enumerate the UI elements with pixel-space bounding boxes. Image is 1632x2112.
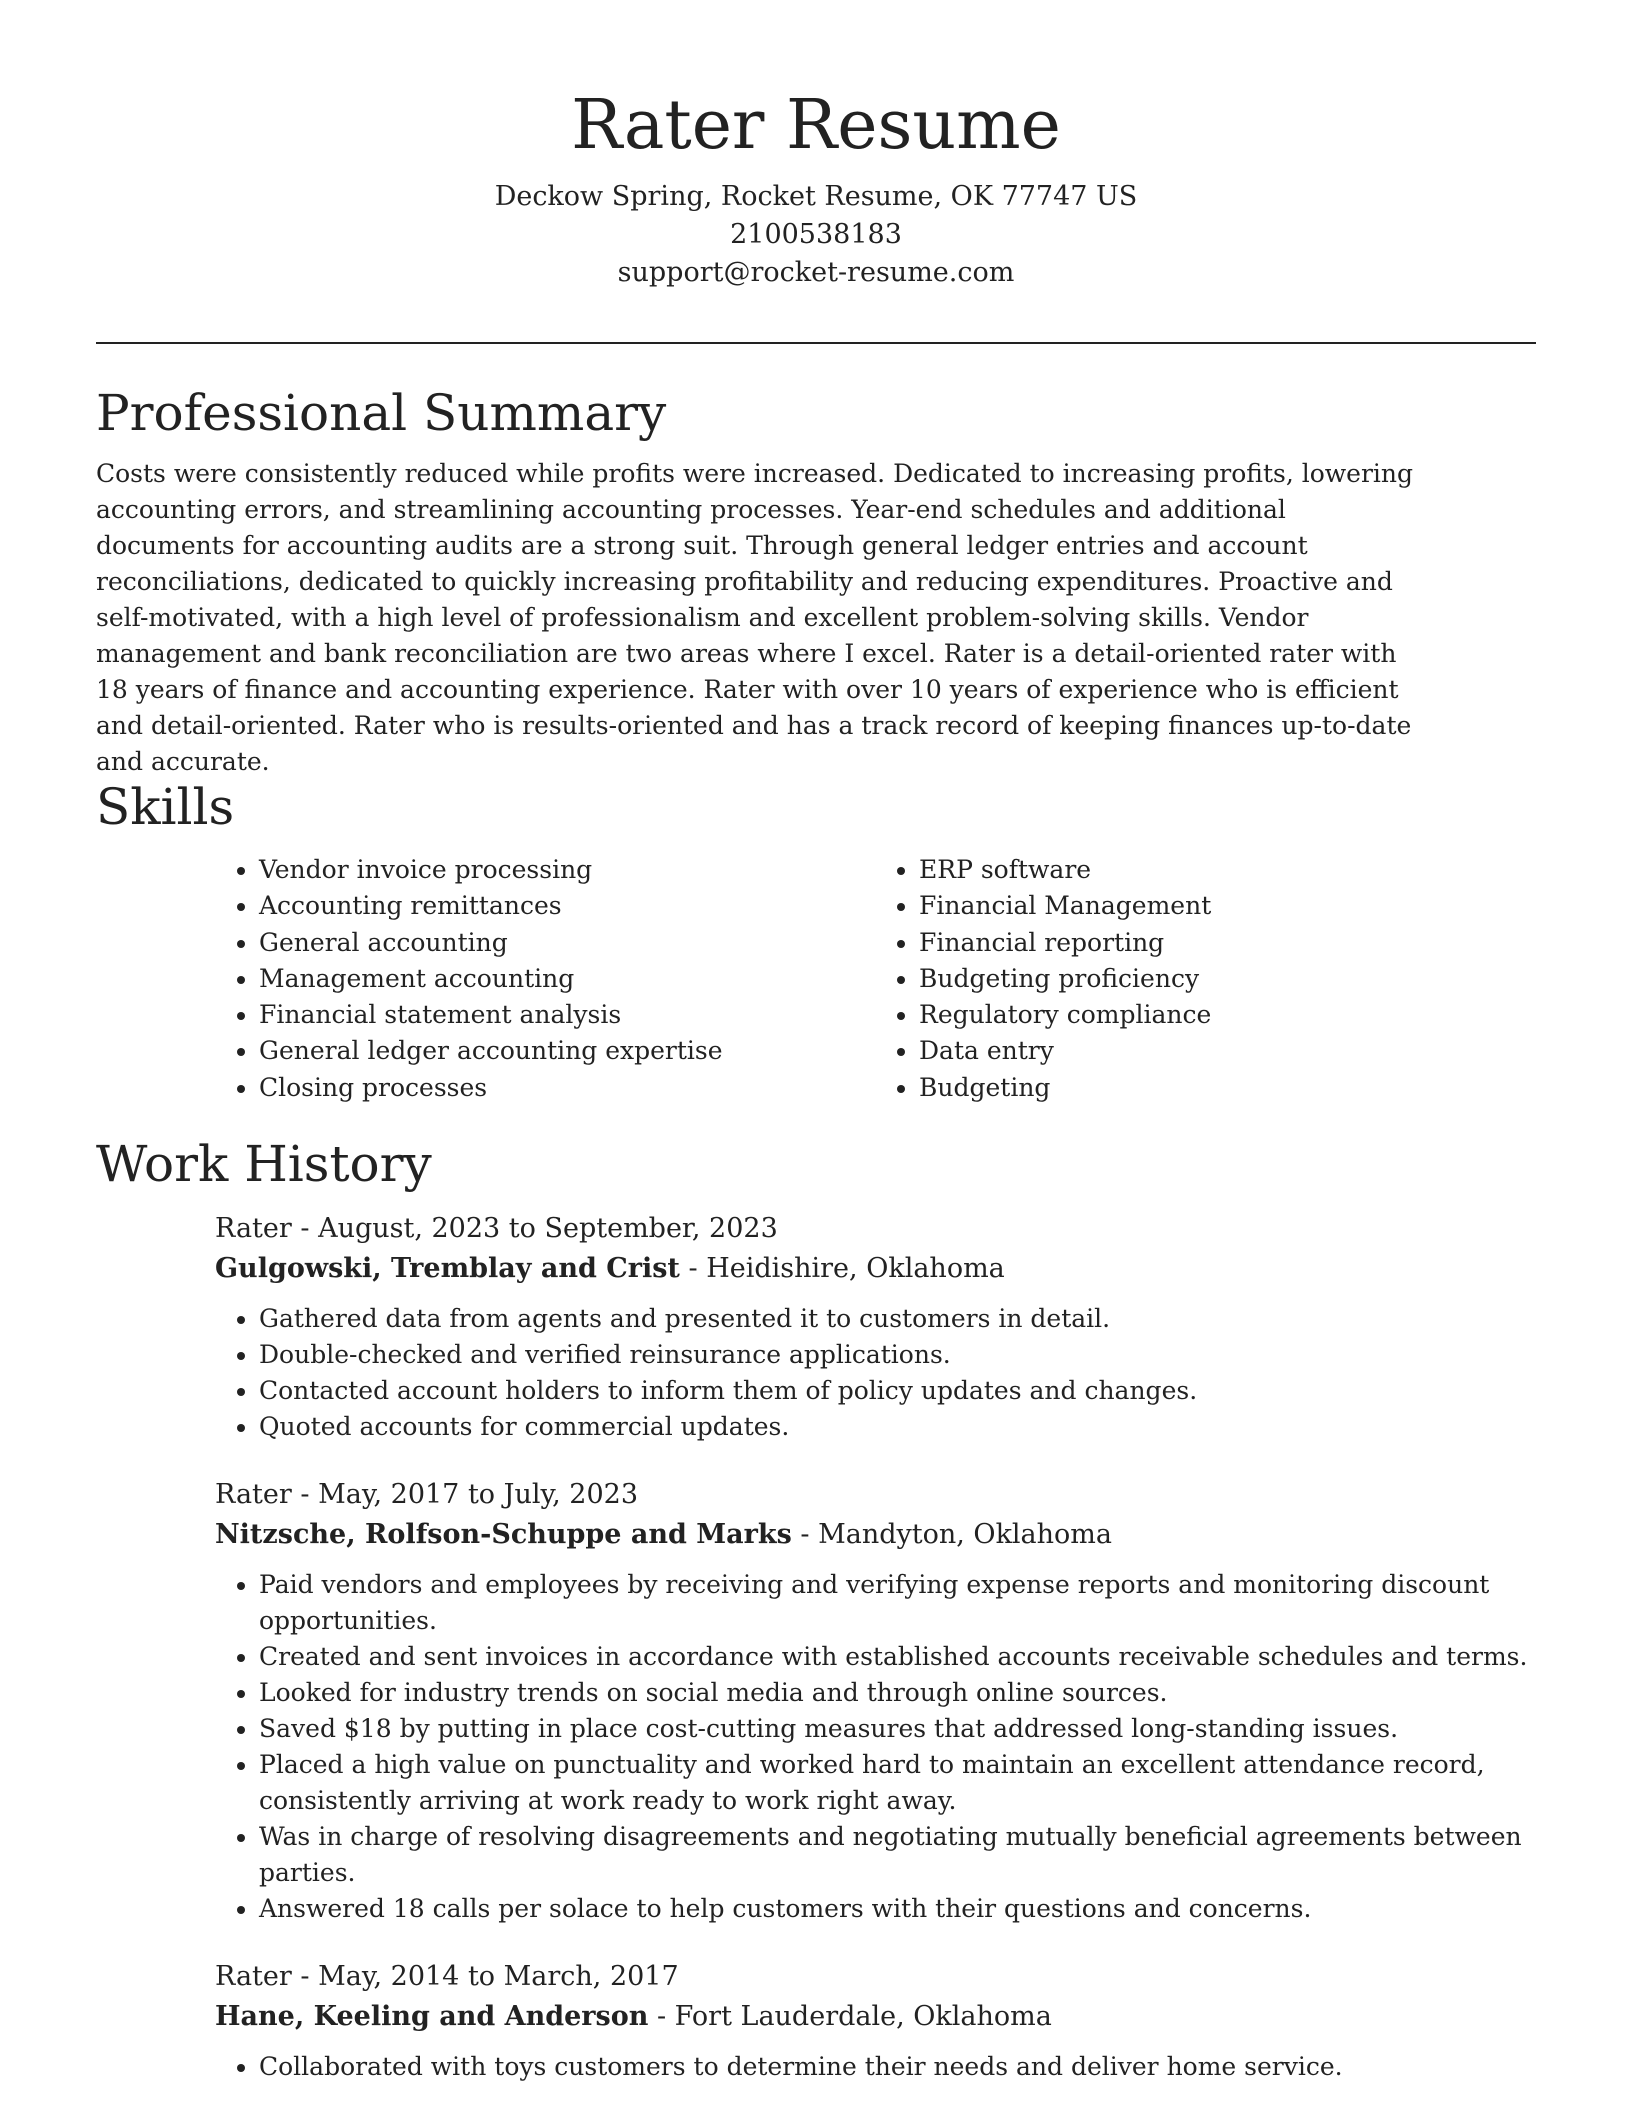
skill-item: • Accounting remittances xyxy=(259,888,875,924)
job-company: Nitzsche, Rolfson-Schuppe and Marks xyxy=(215,1519,792,1550)
skills-heading: Skills xyxy=(96,778,235,836)
skill-item: • Management accounting xyxy=(259,961,875,997)
skill-item: • General ledger accounting expertise xyxy=(259,1033,875,1069)
job-duty: • Was in charge of resolving disagreements and negotiating mutually beneficial agreements between parties. xyxy=(259,1819,1535,1891)
skill-item: • Budgeting xyxy=(919,1070,1535,1106)
header-divider xyxy=(96,342,1536,344)
job-title-line: Rater - May, 2014 to March, 2017 xyxy=(215,1961,679,1992)
skill-item: • General accounting xyxy=(259,925,875,961)
job-location: - Mandyton, Oklahoma xyxy=(791,1519,1113,1550)
resume-header xyxy=(0,82,1632,292)
skill-item: • Financial reporting xyxy=(919,925,1535,961)
job-entry xyxy=(215,1957,1535,2085)
summary-heading: Professional Summary xyxy=(96,384,667,442)
skill-item: • Regulatory compliance xyxy=(919,997,1535,1033)
summary-section xyxy=(96,380,1536,780)
job-duty: • Gathered data from agents and presented it to customers in detail. xyxy=(259,1301,1535,1337)
contact-phone: 2100538183 xyxy=(730,219,902,250)
job-duty: • Contacted account holders to inform them of policy updates and changes. xyxy=(259,1373,1535,1409)
skill-item: • ERP software xyxy=(919,852,1535,888)
job-duty: • Collaborated with toys customers to determine their needs and deliver home service. xyxy=(259,2049,1535,2085)
summary-text: Costs were consistently reduced while profits were increased. Dedicated to increasing profits, lowering accounting errors, and streamlining accounting processes. Year-end schedules and additional documents for accounting audits are a strong suit. Through general ledger entries and account reconciliations, dedicated to quickly increasing profitability and reducing expenditures. Proactive and self-motivated, with a high level of professionalism and excellent problem-solving skills. Vendor management and bank reconciliation are two areas where I excel. Rater is a detail-oriented rater with 18 years of finance and accounting experience. Rater with over 10 years of experience who is efficient and detail-oriented. Rater who is results-oriented and has a track record of keeping finances up-to-date and accurate. xyxy=(96,459,1414,776)
skill-item: • Vendor invoice processing xyxy=(259,852,875,888)
job-company-line xyxy=(215,1249,1535,1289)
skills-list-right xyxy=(875,852,1535,1106)
job-duties xyxy=(215,1567,1535,1927)
job-duties xyxy=(215,1301,1535,1445)
skill-item: • Data entry xyxy=(919,1033,1535,1069)
job-entry xyxy=(215,1475,1535,1927)
job-duty: • Answered 18 calls per solace to help customers with their questions and concerns. xyxy=(259,1891,1535,1927)
skill-item: • Financial statement analysis xyxy=(259,997,875,1033)
skills-section xyxy=(96,774,1536,1106)
job-duty: • Placed a high value on punctuality and worked hard to maintain an excellent attendance record, consistently arriving at work ready to work right away. xyxy=(259,1747,1535,1819)
job-title-line: Rater - May, 2017 to July, 2023 xyxy=(215,1479,639,1510)
contact-email: support@rocket-resume.com xyxy=(617,257,1015,288)
work-history-heading: Work History xyxy=(96,1135,432,1193)
job-company: Hane, Keeling and Anderson xyxy=(215,2001,649,2032)
job-duty: • Quoted accounts for commercial updates. xyxy=(259,1409,1535,1445)
contact-address: Deckow Spring, Rocket Resume, OK 77747 US xyxy=(494,181,1138,212)
job-location: - Heidishire, Oklahoma xyxy=(679,1253,1005,1284)
job-duty: • Paid vendors and employees by receiving and verifying expense reports and monitoring discount opportunities. xyxy=(259,1567,1535,1639)
skill-item: • Budgeting proficiency xyxy=(919,961,1535,997)
job-duties xyxy=(215,2049,1535,2085)
resume-name: Rater Resume xyxy=(571,86,1061,165)
job-company-line xyxy=(215,1997,1535,2037)
job-title-line: Rater - August, 2023 to September, 2023 xyxy=(215,1213,778,1244)
skill-item: • Closing processes xyxy=(259,1070,875,1106)
job-duty: • Double-checked and verified reinsurance applications. xyxy=(259,1337,1535,1373)
job-entry xyxy=(215,1209,1535,1445)
skills-columns xyxy=(215,852,1535,1106)
job-duty: • Saved $18 by putting in place cost-cutting measures that addressed long-standing issues. xyxy=(259,1711,1535,1747)
job-company: Gulgowski, Tremblay and Crist xyxy=(215,1253,680,1284)
job-location: - Fort Lauderdale, Oklahoma xyxy=(648,2001,1052,2032)
job-duty: • Looked for industry trends on social media and through online sources. xyxy=(259,1675,1535,1711)
job-company-line xyxy=(215,1515,1535,1555)
job-duty: • Created and sent invoices in accordance with established accounts receivable schedules and terms. xyxy=(259,1639,1535,1675)
contact-info xyxy=(0,178,1632,292)
skills-list-left xyxy=(215,852,875,1106)
skill-item: • Financial Management xyxy=(919,888,1535,924)
work-history-section xyxy=(96,1131,1536,2085)
